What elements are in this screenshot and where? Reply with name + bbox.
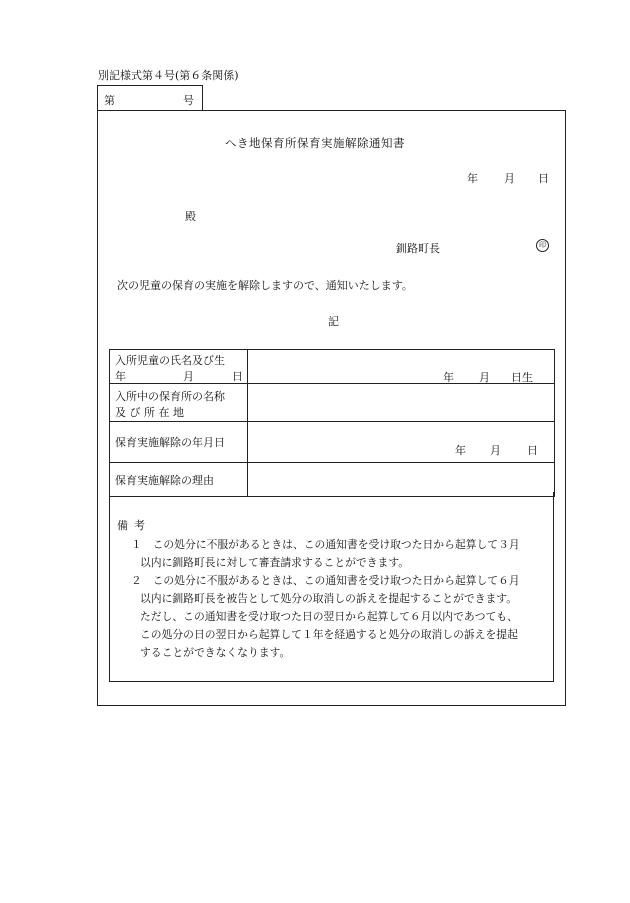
document-title: へき地保育所保育実施解除通知書: [225, 136, 405, 150]
birth-year: 年: [443, 371, 454, 384]
child-name-label-cell: [110, 350, 248, 384]
addressee-honorific: 殿: [185, 210, 196, 223]
child-label-month: 月: [183, 370, 194, 383]
issuer-name: 釧路町長: [396, 242, 440, 255]
remarks-line: ２ この処分に不服があるときは、この通知書を受け取つた日から起算して６月: [131, 574, 520, 587]
birth-month: 月: [479, 371, 490, 384]
child-label-year: 年: [115, 370, 126, 383]
child-name-field[interactable]: [248, 350, 555, 384]
release-date-field[interactable]: [248, 422, 555, 463]
seal-mark: 印: [536, 239, 549, 252]
release-date-label: 保育実施解除の年月日: [115, 436, 225, 449]
remarks-line: ただし、この通知書を受け取つた日の翌日から起算して６月以内であつても、: [140, 610, 518, 623]
remarks-title: 備考: [117, 519, 151, 532]
issue-date-year: 年: [467, 172, 478, 185]
facility-field[interactable]: [248, 384, 555, 422]
child-name-label: 入所児童の氏名及び生: [115, 354, 225, 367]
release-month: 月: [490, 444, 501, 457]
remarks-line: することができなくなります。: [140, 646, 291, 659]
remarks-line: １ この処分に不服があるときは、この通知書を受け取つた日から起算して３月: [131, 538, 520, 551]
issue-date-day: 日: [538, 172, 549, 185]
remarks-line: 以内に釧路町長を被告として処分の取消しの訴えを提起することができます。: [140, 592, 518, 605]
number-suffix: 号: [183, 94, 194, 107]
release-day: 日: [527, 444, 538, 457]
number-prefix: 第: [104, 94, 115, 107]
facility-label-line2: 及 び 所 在 地: [115, 406, 184, 419]
facility-label-line1: 入所中の保育所の名称: [115, 390, 225, 403]
facility-label-cell: [110, 384, 248, 422]
issue-date-month: 月: [504, 172, 515, 185]
release-date-label-cell: [110, 422, 248, 463]
remarks-line: 以内に釧路町長に対して審査請求することができます。: [140, 556, 410, 569]
document-number-box: [97, 85, 203, 110]
ki-heading: 記: [328, 315, 339, 328]
form-caption: 別記様式第４号(第６条関係): [98, 69, 239, 82]
table-row-release-date: [110, 422, 555, 463]
remarks-line: この処分の日の翌日から起算して１年を経過すると処分の取消しの訴えを提起: [140, 628, 518, 641]
table-row-facility: [110, 384, 555, 422]
release-year: 年: [455, 444, 466, 457]
notice-text: 次の児童の保育の実施を解除しますので、通知いたします。: [117, 279, 413, 292]
info-table: [109, 349, 555, 497]
table-row-child: [110, 350, 555, 384]
birth-day: 日生: [511, 371, 533, 384]
reason-label: 保育実施解除の理由: [115, 474, 214, 487]
child-label-day: 日: [232, 370, 243, 383]
